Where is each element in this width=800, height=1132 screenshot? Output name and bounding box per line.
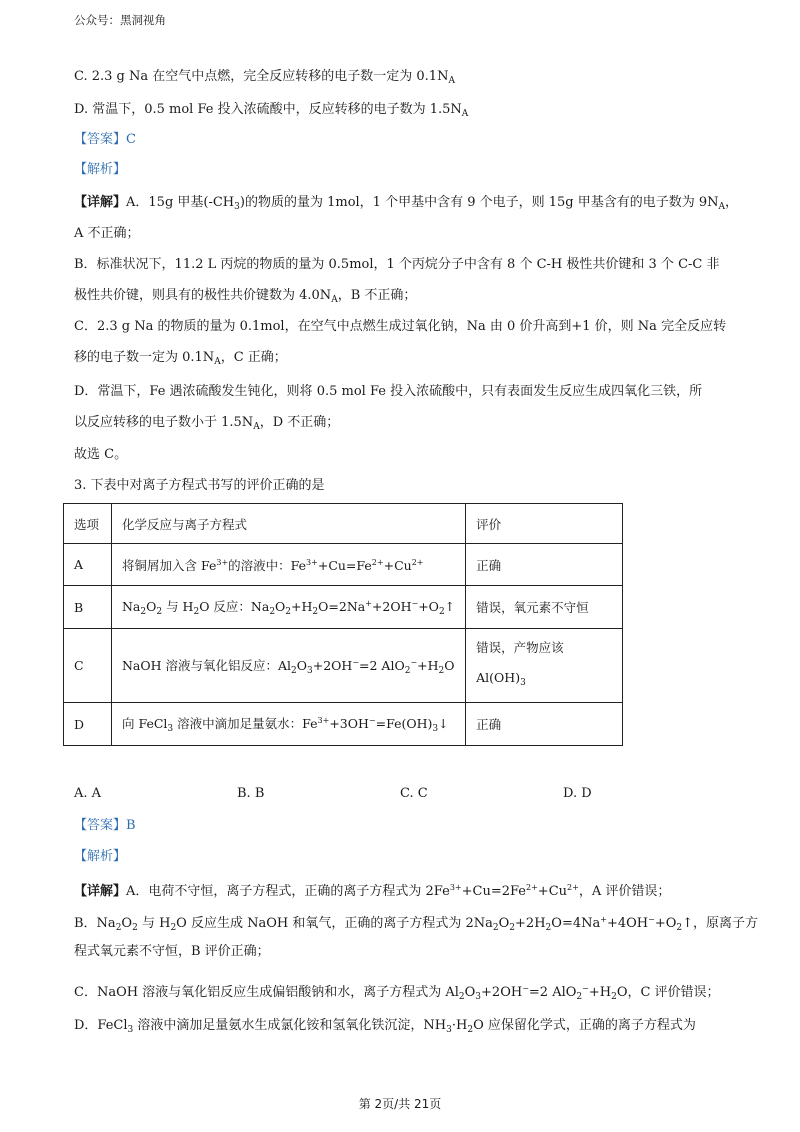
q2-option-d: D. 常温下，0.5 mol Fe 投入浓硫酸中，反应转移的电子数为 $1.5N_A$ bbox=[74, 102, 469, 119]
q3-analysis-label: 【解析】 bbox=[74, 849, 127, 864]
q2-detail-a-line1: 【详解】A．15g 甲基$(-CH_3)$的物质的量为 1mol，1 个甲基中含有 9 个电子，则 15g 甲基含有的电子数为 $9N_A$， bbox=[74, 195, 739, 212]
table-header-cell: 化学反应与离子方程式 bbox=[111, 504, 465, 544]
q3-option-c: C. C bbox=[400, 786, 428, 801]
q2-detail-a-line2: A 不正确； bbox=[74, 226, 140, 241]
table-cell-option: A bbox=[64, 544, 112, 586]
table-cell-option: D bbox=[64, 703, 112, 746]
q2-detail-b-line2: 极性共价键，则具有的极性共价键数为 $4.0N_A$，B 不正确； bbox=[74, 288, 417, 305]
table-cell-option: B bbox=[64, 586, 112, 629]
table-header-cell: 评价 bbox=[466, 504, 623, 544]
table-cell-evaluation: 正确 bbox=[466, 544, 623, 586]
table-row bbox=[64, 544, 623, 586]
q3-stem: 3. 下表中对离子方程式书写的评价正确的是 bbox=[74, 478, 325, 493]
table-row bbox=[64, 586, 623, 629]
q2-analysis-label: 【解析】 bbox=[74, 162, 127, 177]
table-cell-evaluation: 正确 bbox=[466, 703, 623, 746]
q3-detail-c: C．NaOH 溶液与氧化铝反应生成偏铝酸钠和水，离子方程式为 $Al_2O_3+2OH^-=2$ $AlO_2^-+H_2O$，C 评价错误； bbox=[74, 984, 720, 1002]
q3-detail-d: D．FeCl$_3$ 溶液中滴加足量氨水生成氯化铵和氢氧化铁沉淀，$NH_3\cdot H_2O$ 应保留化学式，正确的离子方程式为 bbox=[74, 1018, 696, 1035]
table-cell-equation: NaOH 溶液与氧化铝反应：$Al_2O_3+2OH^-=2$ $AlO_2^-+H_2O$ bbox=[111, 629, 465, 703]
q2-detail-c-line2: 移的电子数一定为 $0.1N_A$，C 正确； bbox=[74, 350, 287, 367]
page-footer: 第 2页/共 21页 bbox=[358, 1097, 442, 1111]
table-cell-equation: 向 FeCl$_3$ 溶液中滴加足量氨水：$Fe^{3+}+3OH^-=Fe(OH)_3↓$ bbox=[111, 703, 465, 746]
q3-detail-b-line1: B．$Na_2O_2$ 与 $H_2O$ 反应生成 NaOH 和氧气，正确的离子方程式为 $2Na_2O_2+2H_2O=4Na^++4OH^-+O_2↑$，原离子方 bbox=[74, 915, 759, 933]
table-row bbox=[64, 703, 623, 746]
table-cell-evaluation: 错误，氧元素不守恒 bbox=[466, 586, 623, 629]
q2-detail-d-line1: D．常温下，Fe 遇浓硫酸发生钝化，则将 0.5 mol Fe 投入浓硫酸中，只有表面发生反应生成四氧化三铁，所 bbox=[74, 384, 703, 399]
q2-answer: 【答案】C bbox=[74, 132, 136, 147]
table-cell-evaluation: 错误，产物应该 $Al(OH)_3$ bbox=[466, 629, 623, 703]
q2-detail-c-line1: C．2.3 g Na 的物质的量为 0.1mol，在空气中点燃生成过氧化钠，Na 由 0 价升高到+1 价，则 Na 完全反应转 bbox=[74, 319, 727, 334]
table-cell-equation: $Na_2O_2$ 与 $H_2O$ 反应：$Na_2O_2+H_2O=2Na^++2OH^-+O_2↑$ bbox=[111, 586, 465, 629]
q2-conclusion: 故选 C。 bbox=[74, 447, 128, 462]
q3-option-d: D. D bbox=[563, 786, 592, 801]
q3-detail-b-line2: 程式氧元素不守恒，B 评价正确； bbox=[74, 944, 270, 959]
table-header-cell: 选项 bbox=[64, 504, 112, 544]
q2-detail-d-line2: 以反应转移的电子数小于 $1.5N_A$，D 不正确； bbox=[74, 415, 340, 432]
q3-answer: 【答案】B bbox=[74, 818, 136, 833]
table-cell-option: C bbox=[64, 629, 112, 703]
page-header: 公众号：黑洞视角 bbox=[74, 13, 166, 27]
q2-detail-b-line1: B．标准状况下，11.2 L 丙烷的物质的量为 0.5mol，1 个丙烷分子中含有 8 个 C-H 极性共价键和 3 个 C-C 非 bbox=[74, 257, 720, 272]
q3-option-b: B. B bbox=[237, 786, 265, 801]
table-cell-equation: 将铜屑加入含 $Fe^{3+}$的溶液中：$Fe^{3+}+Cu=Fe^{2+}+Cu^{2+}$ bbox=[111, 544, 465, 586]
q3-detail-a: 【详解】A．电荷不守恒，离子方程式，正确的离子方程式为 $2Fe^{3+}+Cu=2Fe^{2+}+Cu^{2+}$，A 评价错误； bbox=[74, 883, 671, 899]
q3-option-a: A. A bbox=[74, 786, 102, 801]
table-row bbox=[64, 629, 623, 703]
table-header-row bbox=[64, 504, 623, 544]
q2-option-c: C. 2.3 g Na 在空气中点燃，完全反应转移的电子数一定为 $0.1N_A$ bbox=[74, 69, 455, 86]
q3-evaluation-table bbox=[63, 503, 623, 746]
